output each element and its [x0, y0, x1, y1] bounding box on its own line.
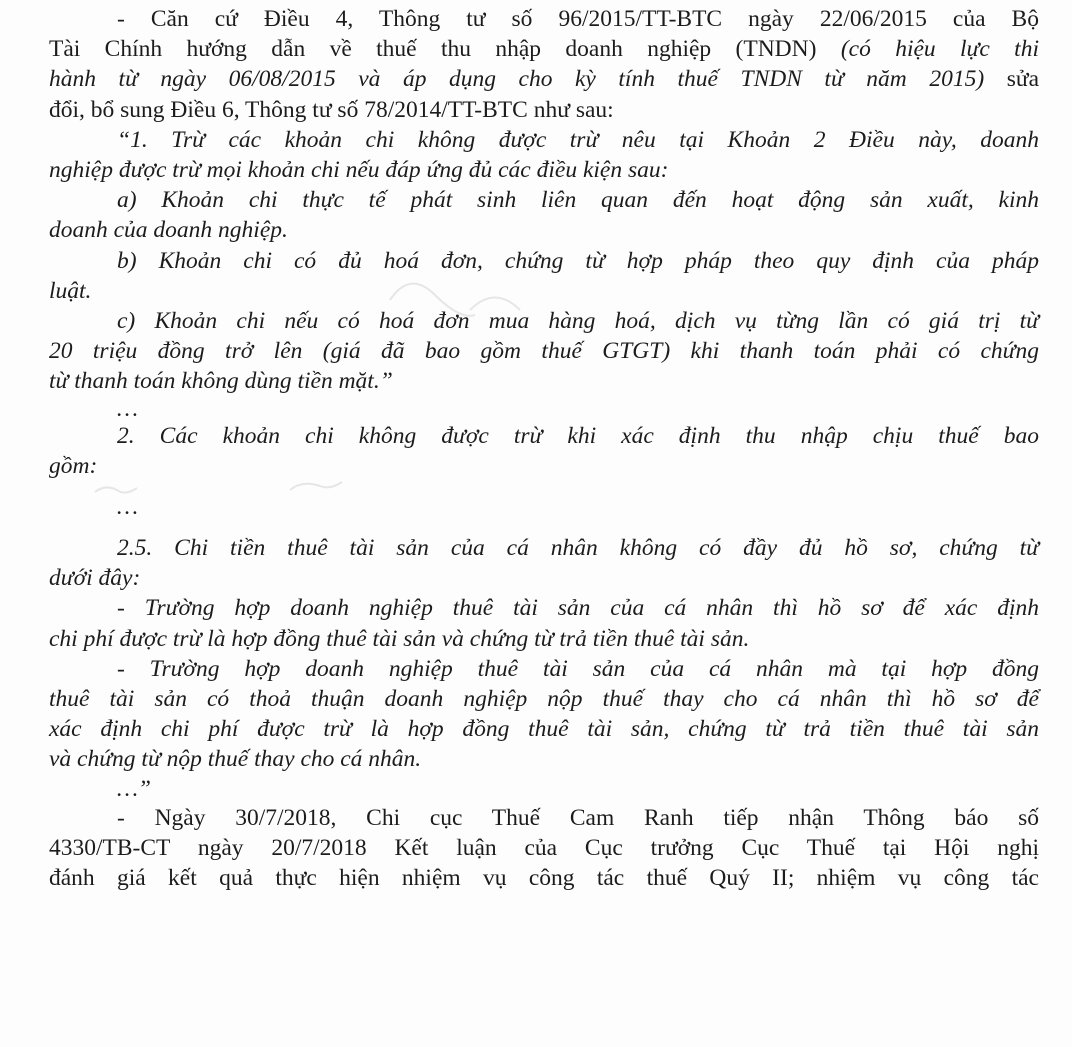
text-line: - Trường hợp doanh nghiệp thuê tài sản của cá nhân mà tại hợp đồng	[117, 655, 1039, 682]
text-line: b) Khoản chi có đủ hoá đơn, chứng từ hợp pháp theo quy định của pháp	[117, 247, 1039, 274]
ellipsis: …	[117, 494, 138, 521]
text-line: chi phí được trừ là hợp đồng thuê tài sản và chứng từ trả tiền thuê tài sản.	[49, 625, 750, 652]
text-line: đánh giá kết quả thực hiện nhiệm vụ công tác thuế Quý II; nhiệm vụ công tác	[49, 865, 1039, 892]
text-line: 2. Các khoản chi không được trừ khi xác định thu nhập chịu thuế bao	[117, 422, 1039, 449]
text-line: dưới đây:	[49, 565, 141, 592]
ellipsis: …	[117, 395, 138, 422]
text-line: từ thanh toán không dùng tiền mặt.”	[49, 368, 393, 395]
text-line: 2.5. Chi tiền thuê tài sản của cá nhân không có đầy đủ hồ sơ, chứng từ	[117, 535, 1039, 562]
text-line: xác định chi phí được trừ là hợp đồng thuê tài sản, chứng từ trả tiền thuê tài sản	[49, 716, 1039, 743]
text-line: thuê tài sản có thoả thuận doanh nghiệp nộp thuế thay cho cá nhân thì hồ sơ để	[49, 686, 1039, 713]
text-line: 20 triệu đồng trở lên (giá đã bao gồm thuế GTGT) khi thanh toán phải có chứng	[49, 338, 1039, 365]
text-run: sửa	[984, 66, 1040, 93]
text-line: - Trường hợp doanh nghiệp thuê tài sản của cá nhân thì hồ sơ để xác định	[117, 595, 1039, 622]
text-line: c) Khoản chi nếu có hoá đơn mua hàng hoá, dịch vụ từng lần có giá trị từ	[117, 308, 1039, 335]
text-line: - Căn cứ Điều 4, Thông tư số 96/2015/TT-BTC ngày 22/06/2015 của Bộ	[117, 6, 1039, 32]
text-line: và chứng từ nộp thuế thay cho cá nhân.	[49, 746, 422, 773]
text-run: Tài Chính hướng dẫn về thuế thu nhập doanh nghiệp (TNDN)	[49, 36, 841, 63]
text-line: 4330/TB-CT ngày 20/7/2018 Kết luận của Cục trưởng Cục Thuế tại Hội nghị	[49, 834, 1039, 861]
text-line: đổi, bổ sung Điều 6, Thông tư số 78/2014/TT-BTC như sau:	[49, 96, 614, 123]
text-line: a) Khoản chi thực tế phát sinh liên quan đến hoạt động sản xuất, kinh	[117, 187, 1039, 214]
text-run-italic: (có hiệu lực thi	[840, 36, 1039, 63]
text-line: - Ngày 30/7/2018, Chi cục Thuế Cam Ranh tiếp nhận Thông báo số	[117, 804, 1039, 831]
text-line: doanh của doanh nghiệp.	[49, 217, 288, 244]
text-line: luật.	[49, 277, 92, 304]
text-line: “1. Trừ các khoản chi không được trừ nêu tại Khoản 2 Điều này, doanh	[117, 126, 1039, 153]
text-line: nghiệp được trừ mọi khoản chi nếu đáp ứng đủ các điều kiện sau:	[49, 157, 669, 184]
text-line: gồm:	[49, 452, 98, 479]
text-run-italic: hành từ ngày 06/08/2015 và áp dụng cho kỳ tính thuế TNDN từ năm 2015)	[49, 66, 985, 93]
ellipsis: …”	[117, 775, 151, 802]
